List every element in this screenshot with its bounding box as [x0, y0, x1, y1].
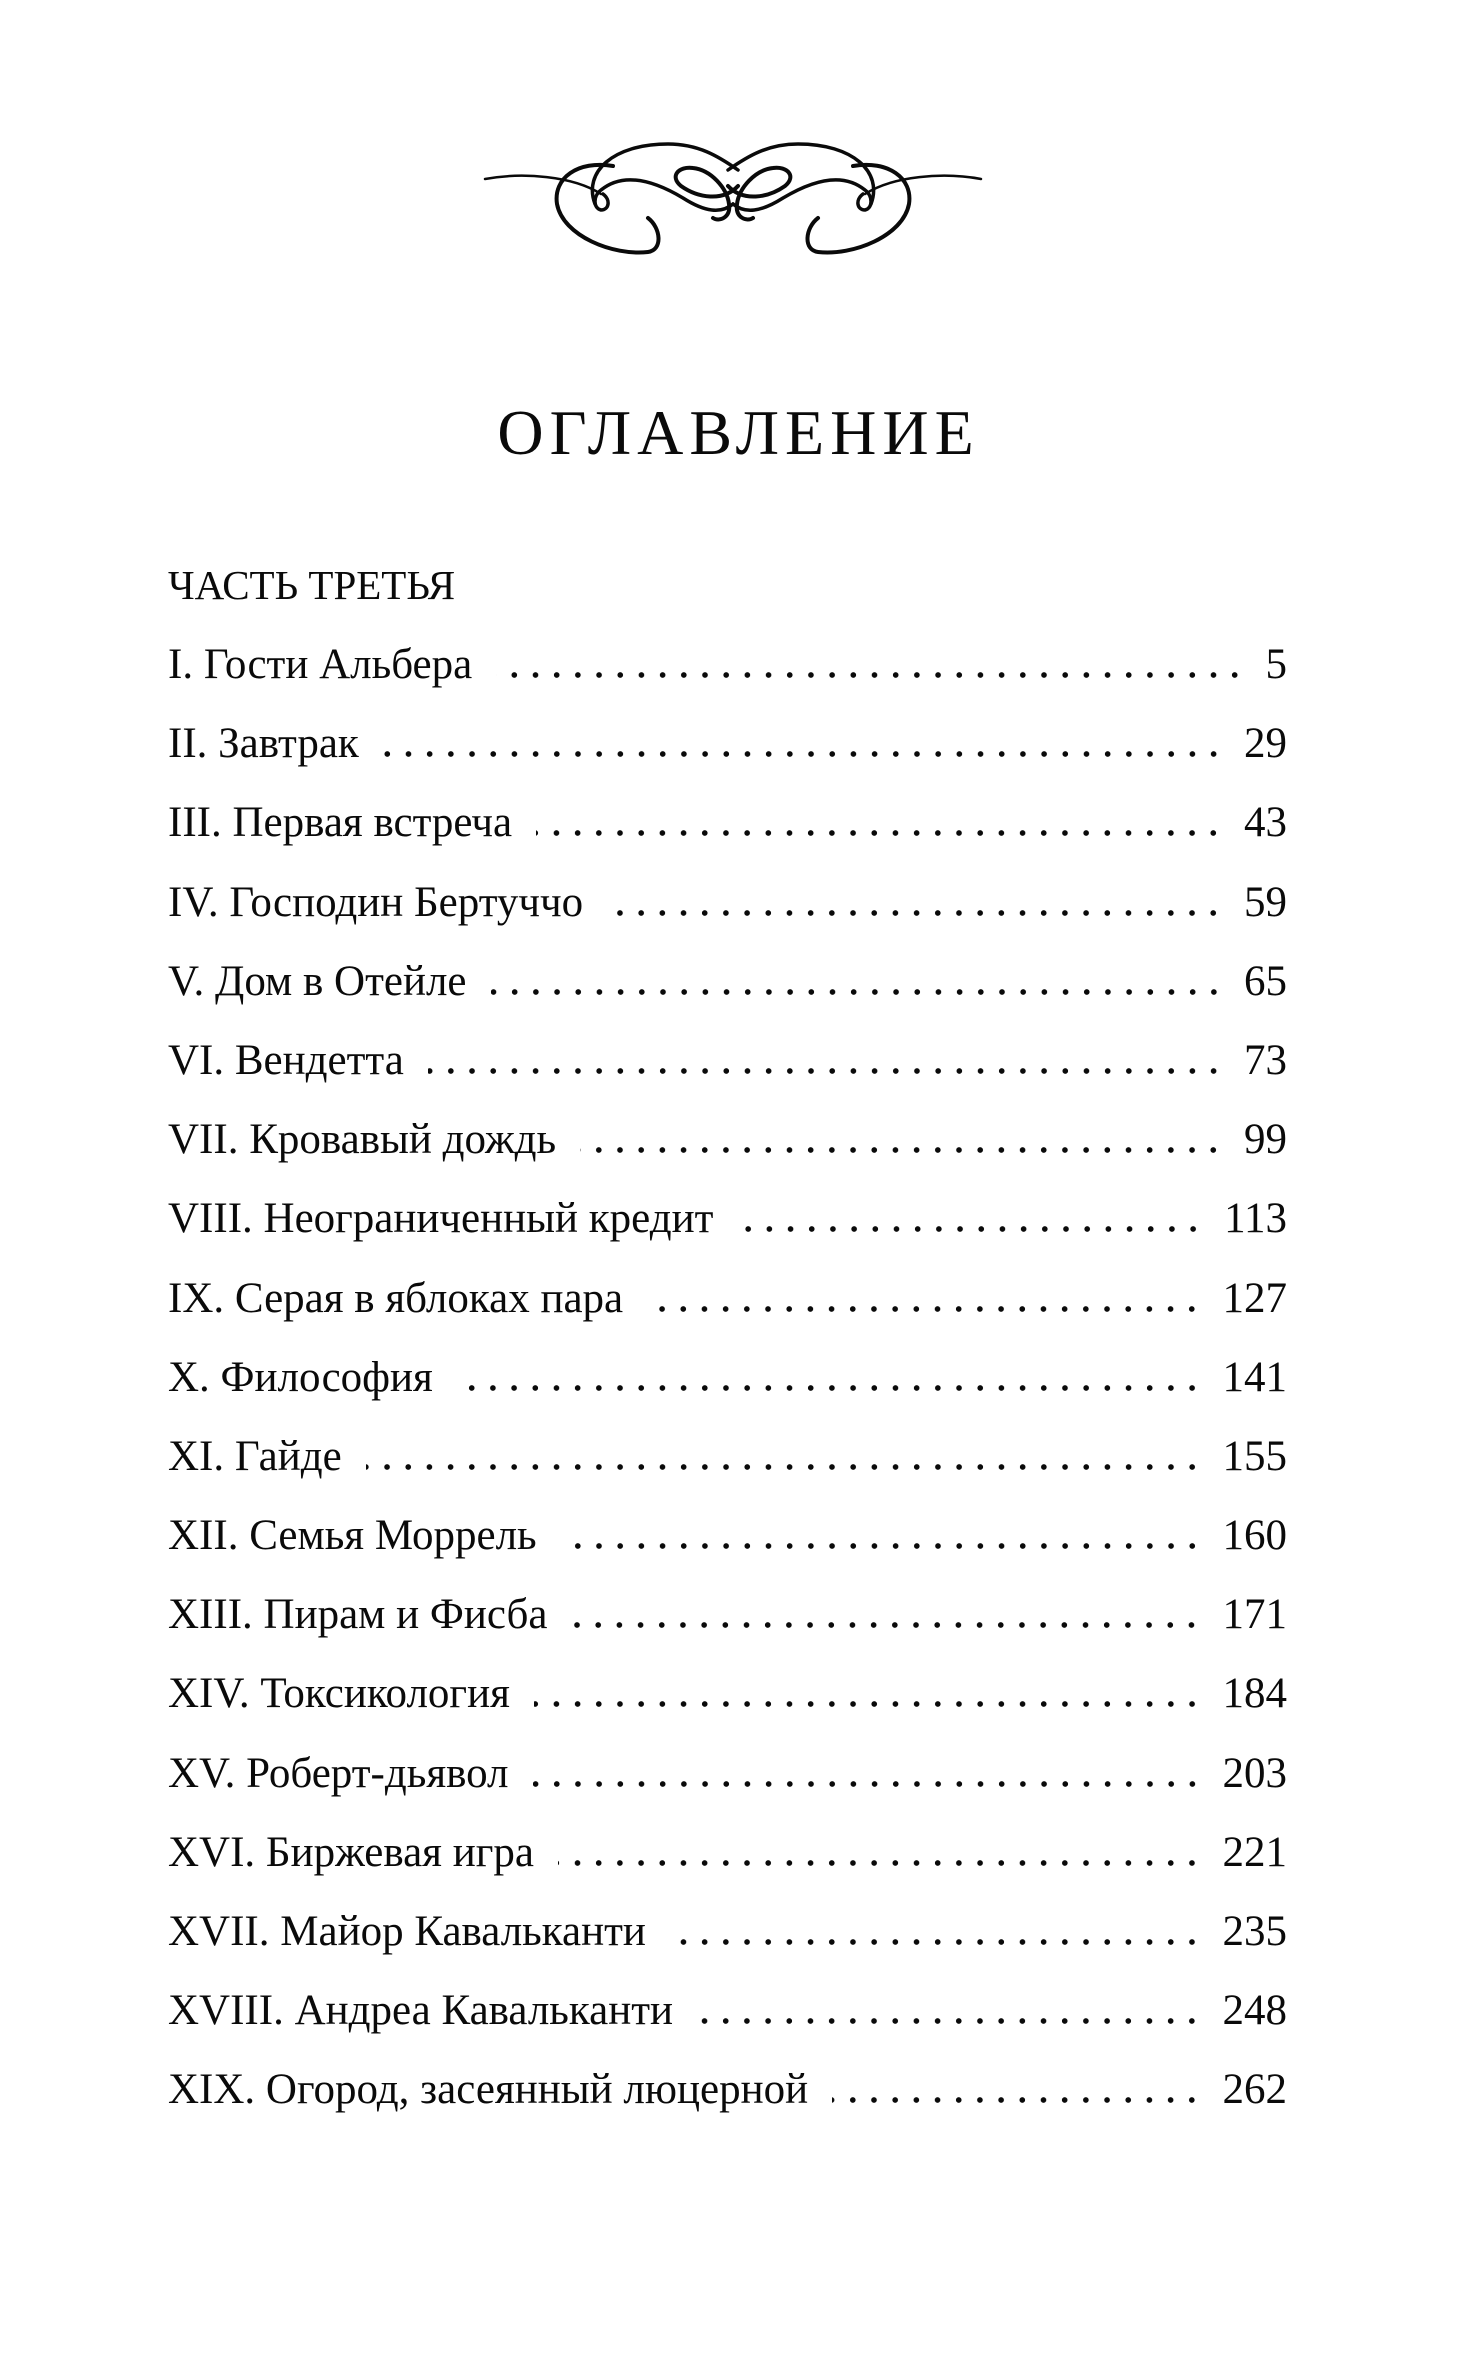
toc-entry-page: 141: [1222, 1353, 1287, 1401]
toc-entry[interactable]: [168, 798, 1287, 877]
toc-entry-page: 221: [1222, 1828, 1287, 1876]
toc-entry[interactable]: [168, 1828, 1287, 1907]
dot-leader: [457, 1385, 1203, 1391]
dot-leader: [647, 1306, 1202, 1312]
toc-entry-title: XVI. Биржевая игра: [168, 1828, 534, 1876]
toc-entry-page: 59: [1244, 878, 1287, 926]
toc-entry-page: 99: [1244, 1116, 1287, 1164]
dot-leader: [383, 751, 1224, 757]
toc-entry-title: VI. Вендетта: [168, 1036, 404, 1084]
toc-entry-title: XVIII. Андреа Кавальканти: [168, 1987, 674, 2035]
toc-entry[interactable]: [168, 1907, 1287, 1986]
dot-leader: [366, 1464, 1203, 1470]
toc-entry[interactable]: [168, 878, 1287, 957]
toc-entry-page: 127: [1222, 1274, 1287, 1322]
toc-entry[interactable]: [168, 640, 1287, 719]
toc-entry-title: XV. Роберт-дьявол: [168, 1749, 509, 1797]
toc-entry-title: XII. Семья Моррель: [168, 1512, 537, 1560]
toc-entry-title: VII. Кровавый дождь: [168, 1116, 557, 1164]
toc-entry[interactable]: [168, 1115, 1287, 1194]
toc-entry-page: 73: [1244, 1036, 1287, 1084]
dot-leader: [607, 910, 1224, 916]
toc-entry-title: V. Дом в Отейле: [168, 957, 467, 1005]
toc-entry-title: I. Гости Альбера: [168, 641, 473, 688]
toc-entry-page: 160: [1222, 1512, 1287, 1560]
table-of-contents: [168, 640, 1287, 2145]
toc-entry[interactable]: [168, 1749, 1287, 1828]
toc-entry-page: 43: [1244, 799, 1287, 847]
toc-entry[interactable]: [168, 1590, 1287, 1669]
dot-leader: [428, 1068, 1224, 1074]
toc-entry-title: XIX. Огород, засеянный люцерной: [168, 2066, 809, 2114]
toc-entry-page: 113: [1224, 1195, 1287, 1243]
toc-entry[interactable]: [168, 1194, 1287, 1273]
toc-entry-page: 155: [1222, 1432, 1287, 1480]
dot-leader: [491, 989, 1224, 995]
page-title: ОГЛАВЛЕНИЕ: [497, 396, 980, 468]
toc-entry-page: 5: [1265, 641, 1287, 688]
dot-leader: [697, 2018, 1202, 2024]
toc-entry-title: X. Философия: [168, 1353, 433, 1401]
dot-leader: [533, 1781, 1203, 1787]
toc-entry-page: 203: [1222, 1749, 1287, 1797]
toc-entry-page: 262: [1222, 2066, 1287, 2114]
toc-entry-page: 184: [1222, 1670, 1287, 1718]
toc-entry[interactable]: [168, 1432, 1287, 1511]
toc-entry-page: 248: [1222, 1987, 1287, 2035]
dot-leader: [737, 1226, 1204, 1232]
dot-leader: [571, 1622, 1202, 1628]
toc-entry[interactable]: [168, 1274, 1287, 1353]
toc-entry[interactable]: [168, 719, 1287, 798]
dot-leader: [670, 1939, 1203, 1945]
toc-entry[interactable]: [168, 1353, 1287, 1432]
toc-entry-title: VIII. Неограниченный кредит: [168, 1195, 714, 1243]
toc-entry[interactable]: [168, 1986, 1287, 2065]
toc-entry-title: XIII. Пирам и Фисба: [168, 1591, 548, 1639]
dot-leader: [558, 1860, 1203, 1866]
dot-leader: [832, 2097, 1202, 2103]
toc-entry[interactable]: [168, 957, 1287, 1036]
toc-entry-page: 171: [1222, 1591, 1287, 1639]
toc-entry-page: 235: [1222, 1908, 1287, 1955]
toc-entry-title: IX. Серая в яблоках пара: [168, 1274, 624, 1322]
dot-leader: [496, 672, 1245, 678]
dot-leader: [561, 1543, 1203, 1549]
toc-entry-page: 65: [1244, 957, 1287, 1005]
toc-entry[interactable]: [168, 2065, 1287, 2144]
toc-entry[interactable]: [168, 1036, 1287, 1115]
toc-entry-title: XI. Гайде: [168, 1432, 342, 1480]
toc-entry-page: 29: [1244, 720, 1287, 768]
section-heading: ЧАСТЬ ТРЕТЬЯ: [168, 562, 456, 608]
dot-leader: [534, 1701, 1203, 1707]
toc-entry[interactable]: [168, 1511, 1287, 1590]
dot-leader: [536, 830, 1224, 836]
toc-entry-title: II. Завтрак: [168, 720, 359, 768]
toc-entry-title: XVII. Майор Кавальканти: [168, 1908, 646, 1955]
toc-entry-title: XIV. Токсикология: [168, 1670, 510, 1718]
dot-leader: [580, 1147, 1224, 1153]
toc-entry[interactable]: [168, 1669, 1287, 1748]
toc-entry-title: IV. Господин Бертуччо: [168, 878, 584, 926]
toc-entry-title: III. Первая встреча: [168, 799, 513, 847]
flourish-divider-icon: [483, 132, 983, 264]
